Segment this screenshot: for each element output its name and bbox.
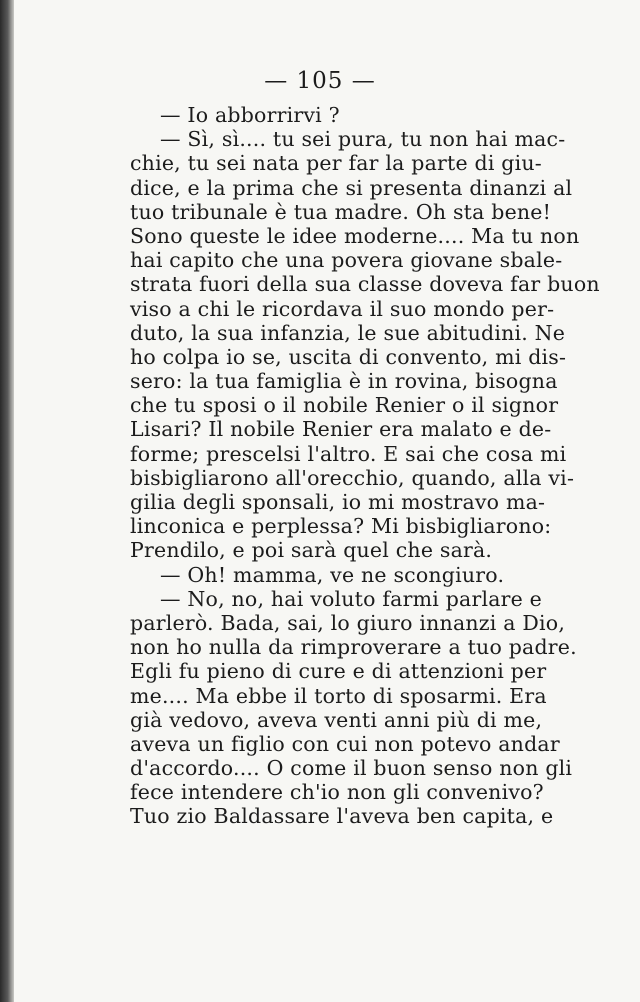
text-line: duto, la sua infanzia, le sue abitudini. Ne [130,320,566,345]
text-line: Tuo zio Baldassare l'aveva ben capita, e [130,804,554,829]
text-line: — No, no, hai voluto farmi parlare e [160,586,543,611]
text-line: bisbigliarono all'orecchio, quando, alla vi- [130,465,575,490]
text-line: ho colpa io se, uscita di convento, mi dis- [130,344,567,369]
text-line: Lisari? Il nobile Renier era malato e de- [130,417,552,442]
text-line: aveva un figlio con cui non potevo andar [130,731,560,756]
text-line: chie, tu sei nata per far la parte di giu- [130,151,542,176]
text-line: tuo tribunale è tua madre. Oh sta bene! [130,199,552,224]
text-line: Egli fu pieno di cure e di attenzioni per [130,659,547,684]
body-text [130,103,600,829]
text-line: — Oh! mamma, ve ne scongiuro. [160,562,505,587]
text-line: Prendilo, e poi sarà quel che sarà. [130,538,493,563]
text-line: linconica e perplessa? Mi bisbigliarono: [130,514,552,539]
text-line: che tu sposi o il nobile Renier o il signor [130,393,559,418]
text-line: d'accordo.... O come il buon senso non gli [130,756,573,781]
book-spine-shadow [0,0,14,1002]
text-line: non ho nulla da rimproverare a tuo padre. [130,635,577,660]
text-line: dice, e la prima che si presenta dinanzi al [130,175,573,200]
text-line: parlerò. Bada, sai, lo giuro innanzi a Dio, [130,610,566,635]
text-line: strata fuori della sua classe doveva far buon [130,272,600,297]
text-line: me.... Ma ebbe il torto di sposarmi. Era [130,683,547,708]
text-line: hai capito che una povera giovane sbale- [130,248,563,273]
text-line: forme; prescelsi l'altro. E sai che cosa mi [130,441,567,466]
page-number: — 105 — [264,68,376,94]
text-line: sero: la tua famiglia è in rovina, bisogna [130,369,558,394]
text-line: — Io abborrirvi ? [160,103,340,127]
text-line: viso a chi le ricordava il suo mondo per- [130,296,555,321]
text-line: — Sì, sì.... tu sei pura, tu non hai mac- [160,127,566,152]
text-line: già vedovo, aveva venti anni più di me, [130,707,543,732]
text-line: Sono queste le idee moderne.... Ma tu non [130,223,580,248]
text-line: fece intendere ch'io non gli convenivo? [130,780,544,805]
text-line: gilia degli sponsali, io mi mostravo ma- [130,490,546,514]
